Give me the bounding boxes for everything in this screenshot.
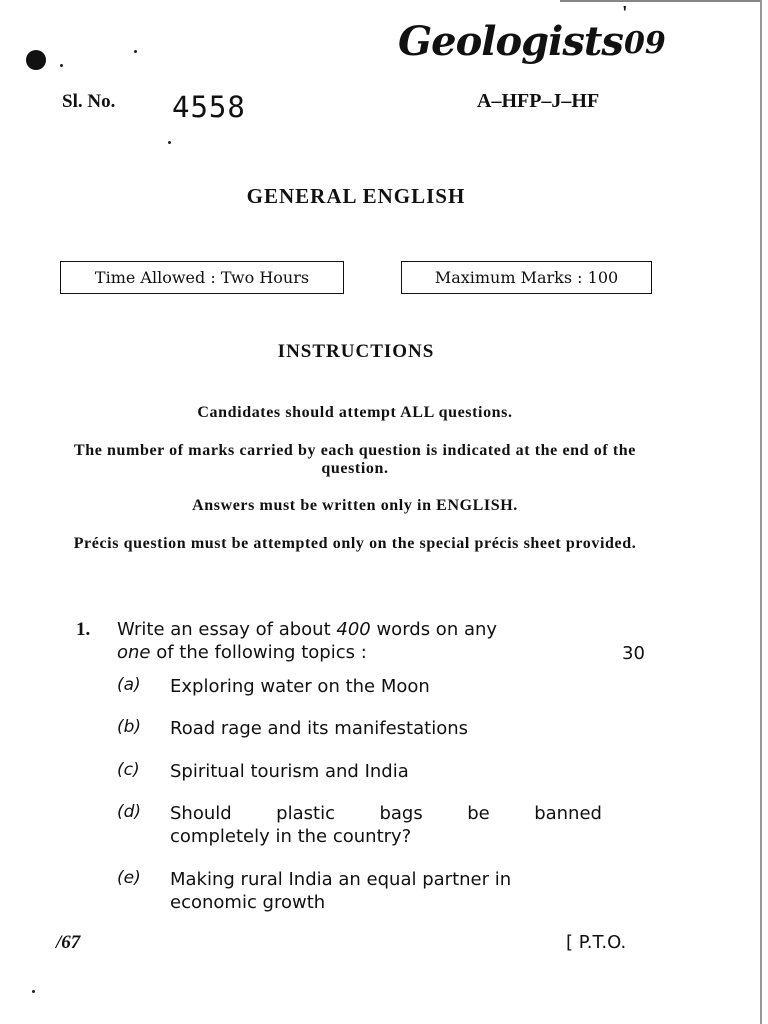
scan-speck	[32, 990, 35, 993]
option-text: Road rage and its manifestations	[170, 718, 468, 739]
instruction-item: The number of marks carried by each question is indicated at the end of the question.	[73, 442, 637, 477]
option-label: (a)	[117, 675, 141, 695]
page-title: GENERAL ENGLISH	[246, 184, 466, 208]
time-allowed-box: Time Allowed : Two Hours	[60, 261, 344, 294]
instruction-item: Answers must be written only in ENGLISH.	[192, 497, 518, 514]
scan-speck	[168, 141, 171, 144]
question-stem-line1	[117, 619, 497, 640]
option-label: (e)	[117, 868, 141, 888]
serial-label: Sl. No.	[62, 91, 116, 112]
option-word: Should	[170, 803, 232, 824]
question-number: 1.	[76, 619, 91, 640]
handwritten-note: Geologists	[398, 18, 623, 65]
option-text	[170, 868, 511, 914]
instruction-item: Précis question must be attempted only on the special précis sheet provided.	[73, 535, 637, 552]
scan-speck	[60, 64, 63, 67]
page-code: /67	[56, 932, 81, 953]
option-label: (b)	[117, 717, 142, 737]
option-line: economic growth	[170, 892, 326, 913]
option-label: (c)	[117, 760, 140, 780]
scan-blot	[26, 50, 46, 70]
stem-word-count: 400	[336, 619, 371, 640]
scan-edge-top	[560, 0, 760, 2]
handwritten-year: 09	[624, 26, 666, 61]
paper-code: A–HFP–J–HF	[477, 90, 600, 112]
option-text	[170, 802, 602, 848]
maximum-marks-box: Maximum Marks : 100	[401, 261, 652, 294]
question-stem-line2	[117, 642, 367, 663]
option-text: Exploring water on the Moon	[170, 676, 430, 697]
option-word: plastic	[276, 803, 335, 824]
handwritten-mark: '	[622, 2, 628, 24]
option-word: be	[467, 803, 490, 824]
stem-emphasis: one	[117, 642, 151, 663]
option-line: completely in the country?	[170, 826, 412, 847]
option-word: bags	[379, 803, 423, 824]
option-line: Making rural India an equal partner in	[170, 869, 512, 890]
serial-number: 4558	[172, 90, 246, 124]
instruction-item: Candidates should attempt ALL questions.	[197, 404, 513, 421]
stem-text: words on any	[370, 619, 498, 640]
scan-edge	[760, 0, 762, 1024]
stem-text: Write an essay of about	[117, 619, 337, 640]
stem-text: of the following topics :	[150, 642, 367, 663]
option-line	[170, 802, 602, 825]
question-marks: 30	[622, 643, 645, 664]
scan-speck	[134, 50, 137, 53]
option-label: (d)	[117, 802, 142, 822]
pto-note: [ P.T.O.	[566, 932, 627, 953]
option-word: banned	[534, 803, 602, 824]
option-text: Spiritual tourism and India	[170, 761, 409, 782]
instructions-heading: INSTRUCTIONS	[277, 341, 435, 362]
